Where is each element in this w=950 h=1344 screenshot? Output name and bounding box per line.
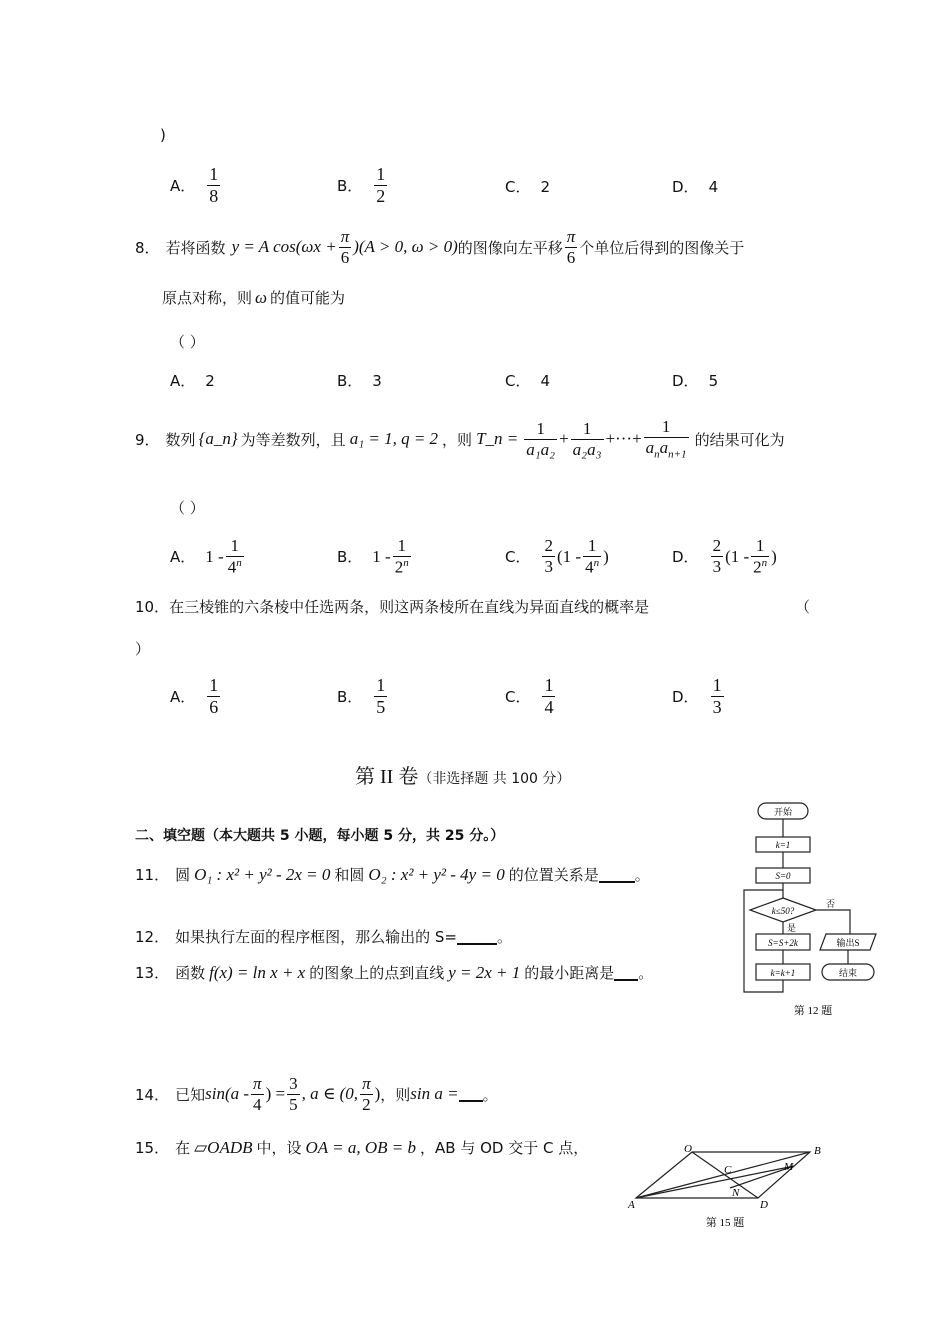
label-n: N [732,1187,740,1199]
q7-option-b: B． $\frac{1}{2}$ [337,164,386,206]
label-m: M [784,1161,794,1173]
q10-stem: 10．在三棱锥的六条棱中任选两条，则这两条棱所在直线为异面直线的概率是 [135,598,650,616]
flow-start-label: 开始 [773,807,793,817]
q9-sequence: {a_n} [198,429,238,449]
q8-stem: 8． 若将函数 y = A cos(ωx + $\frac{\pi}{6}$ )(A > 0, ω > 0) 的图像向左平移 $\frac{\pi}{6}$ 个单位后得到的图像关于 [135,227,745,267]
flow-no-label: 否 [826,899,836,909]
flow-output-label: 输出S [836,938,860,948]
q7-option-d: D． 4 [672,177,719,196]
q8-line2: 原点对称，则 ω 的值可能为 [162,288,346,307]
segment-am [636,1166,794,1198]
q7-option-c: C． 2 [505,177,551,196]
flowchart-caption: 第 12 题 [793,1005,833,1017]
q8-option-c: C． 4 [505,371,551,390]
q9-option-d: D． $\frac{2}{3}$ (1 - $\frac{1}{2^n}$ ) [672,536,777,577]
q11-stem: 11． 圆 O₁ : x² + y² - 2x = 0 和圆 O₂ : x² + y² - 4y = 0 的位置关系是 。 [135,864,650,884]
flowchart-figure [738,798,888,1023]
q13-stem: 13． 函数 f(x) = ln x + x 的图象上的点到直线 y = 2x + 1 的最小距离是 。 [135,962,654,982]
q7-paren-close: ) [160,126,166,144]
q10-option-c: C． $\frac{1}{4}$ [505,675,554,717]
q12-stem: 12． 如果执行左面的程序框图，那么输出的 S= 。 [135,928,512,946]
q10-option-a: A． $\frac{1}{6}$ [170,675,219,717]
q9-paren: （ ） [170,499,205,517]
q10-paren-close: ） [135,640,151,658]
flow-condition-label: k≤50? [771,906,795,916]
q12-answer-blank[interactable] [457,929,497,945]
q10-paren-open: （ [795,598,811,616]
label-d: D [760,1199,768,1211]
label-o: O [684,1143,692,1155]
q14-answer-blank[interactable] [459,1086,483,1102]
parallelogram-figure [620,1140,830,1235]
q8-option-a: A． 2 [170,371,215,390]
q15-stem: 15． 在 ▱OADB 中，设 OA = a, OB = b ，AB 与 OD 交于 C 点， [135,1137,589,1157]
flow-init-k-label: k=1 [775,840,791,850]
flow-update-s-label: S=S+2k [768,938,798,948]
figure15-caption: 第 15 题 [705,1217,745,1229]
q13-answer-blank[interactable] [614,965,638,981]
label-c: C [724,1164,732,1176]
flow-end-label: 结束 [838,968,858,978]
part2-title: 第 II 卷 （非选择题 共 100 分） [355,766,571,788]
q9-option-b: B． 1 - $\frac{1}{2^n}$ [337,536,409,577]
q8-option-d: D． 5 [672,371,719,390]
q8-paren: （ ） [170,333,205,351]
q14-stem: 14． 已知 sin(a - $\frac{\pi}{4}$ ) = $\frac{3}{5}$ , a ∈ (0, $\frac{\pi}{2}$ ) ，则 sin a = 。 [135,1074,498,1114]
q10-option-d: D． $\frac{1}{3}$ [672,675,722,717]
q9-option-c: C． $\frac{2}{3}$ (1 - $\frac{1}{4^n}$ ) [505,536,609,577]
q8-option-b: B． 3 [337,371,382,390]
label-a: A [628,1199,635,1211]
q9-stem: 9． 数列 {a_n} 为等差数列，且 a₁ = 1, q = 2 ，则 T_n = $\frac{1}{\text{a₁a₂}}$ + $\frac{1}{\text{a₂a₃}}$ +···+ $\frac{1}{a_na_{n+1}}$ 的结果可化为 [135,417,785,461]
label-b: B [814,1145,821,1157]
q9-option-a: A． 1 - $\frac{1}{4^n}$ [170,536,242,577]
flow-init-s-label: S=0 [775,871,791,881]
q11-answer-blank[interactable] [599,867,635,883]
flow-yes-label: 是 [787,923,797,933]
q10-option-b: B． $\frac{1}{5}$ [337,675,386,717]
section2-heading: 二、填空题（本大题共 5 小题，每小题 5 分，共 25 分。） [135,828,505,844]
flow-update-k-label: k=k+1 [770,968,796,978]
q7-option-a: A． $\frac{1}{8}$ [170,164,219,206]
